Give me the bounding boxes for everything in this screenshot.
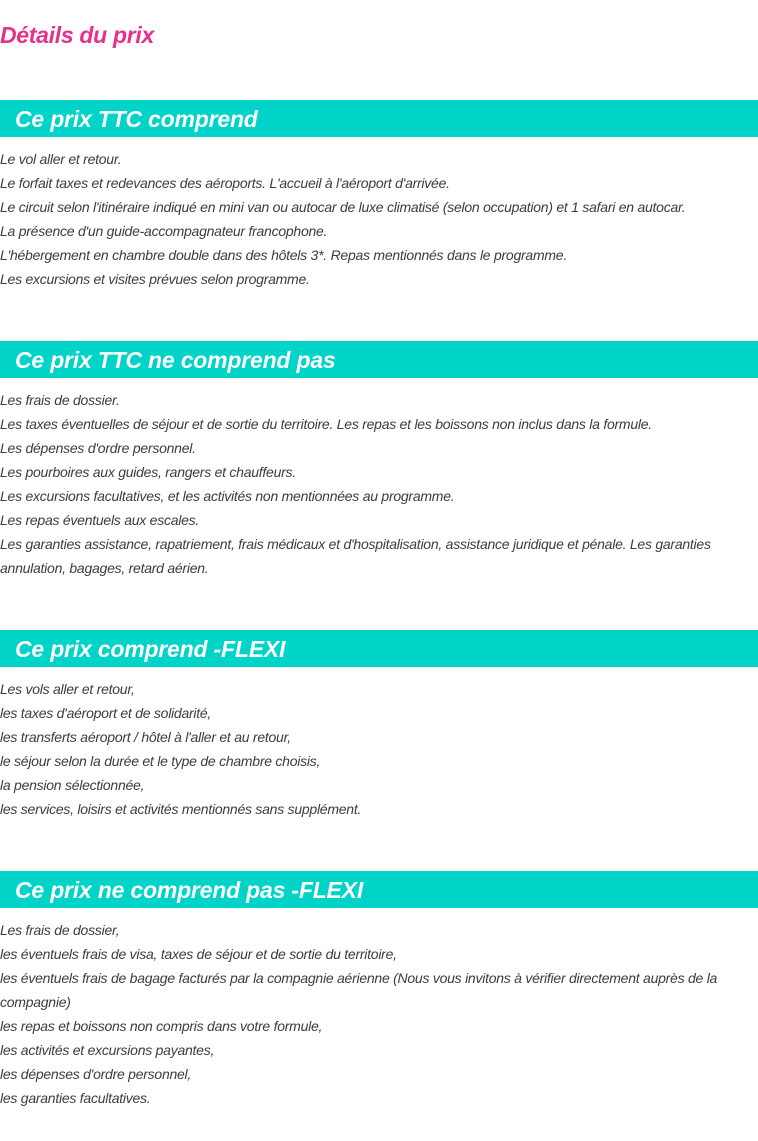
list-item: la pension sélectionnée, (0, 777, 145, 793)
list-item: les services, loisirs et activités mentionnés sans supplément. (0, 801, 362, 817)
list-item: les dépenses d'ordre personnel, (0, 1066, 192, 1082)
list-item: les garanties facultatives. (0, 1090, 151, 1106)
list-item: le séjour selon la durée et le type de chambre choisis, (0, 753, 321, 769)
section-list (0, 908, 758, 1110)
list-item: Les repas éventuels aux escales. (0, 512, 200, 528)
section-list (0, 137, 758, 291)
section-heading: Ce prix TTC ne comprend pas (15, 346, 336, 373)
list-item: Les pourboires aux guides, rangers et chauffeurs. (0, 464, 296, 480)
list-item: les activités et excursions payantes, (0, 1042, 215, 1058)
section-header (0, 341, 758, 378)
list-item: Les garanties assistance, rapatriement, frais médicaux et d'hospitalisation, assistance juridique et pénale. Les garanties annulation, bagages, retard aérien. (0, 536, 711, 576)
list-item: les transferts aéroport / hôtel à l'aller et au retour, (0, 729, 291, 745)
section-flexi-excludes (0, 871, 758, 1110)
list-item: Les excursions facultatives, et les activités non mentionnées au programme. (0, 488, 455, 504)
section-header (0, 100, 758, 137)
list-item: Le forfait taxes et redevances des aéroports. L'accueil à l'aéroport d'arrivée. (0, 175, 450, 191)
section-ttc-excludes (0, 341, 758, 580)
list-item: les éventuels frais de visa, taxes de séjour et de sortie du territoire, (0, 946, 397, 962)
list-item: Les dépenses d'ordre personnel. (0, 440, 196, 456)
list-item: les taxes d'aéroport et de solidarité, (0, 705, 212, 721)
section-flexi-includes (0, 630, 758, 821)
section-list (0, 378, 758, 580)
list-item: les repas et boissons non compris dans votre formule, (0, 1018, 323, 1034)
list-item: Le vol aller et retour. (0, 151, 122, 167)
list-item: Le circuit selon l'itinéraire indiqué en mini van ou autocar de luxe climatisé (selon occupation) et 1 safari en autocar. (0, 199, 686, 215)
section-header (0, 871, 758, 908)
section-ttc-includes (0, 100, 758, 291)
page-title: Détails du prix (0, 22, 154, 48)
section-heading: Ce prix ne comprend pas -FLEXI (15, 876, 364, 903)
list-item: Les vols aller et retour, (0, 681, 135, 697)
list-item: les éventuels frais de bagage facturés par la compagnie aérienne (Nous vous invitons à vérifier directement auprès de la compagnie) (0, 970, 718, 1010)
list-item: Les frais de dossier, (0, 922, 120, 938)
list-item: L'hébergement en chambre double dans des hôtels 3*. Repas mentionnés dans le programme. (0, 247, 567, 263)
list-item: La présence d'un guide-accompagnateur francophone. (0, 223, 328, 239)
list-item: Les frais de dossier. (0, 392, 120, 408)
list-item: Les taxes éventuelles de séjour et de sortie du territoire. Les repas et les boissons non inclus dans la formule. (0, 416, 652, 432)
section-list (0, 667, 758, 821)
section-heading: Ce prix TTC comprend (15, 105, 258, 132)
section-heading: Ce prix comprend -FLEXI (15, 635, 286, 662)
section-header (0, 630, 758, 667)
list-item: Les excursions et visites prévues selon programme. (0, 271, 310, 287)
